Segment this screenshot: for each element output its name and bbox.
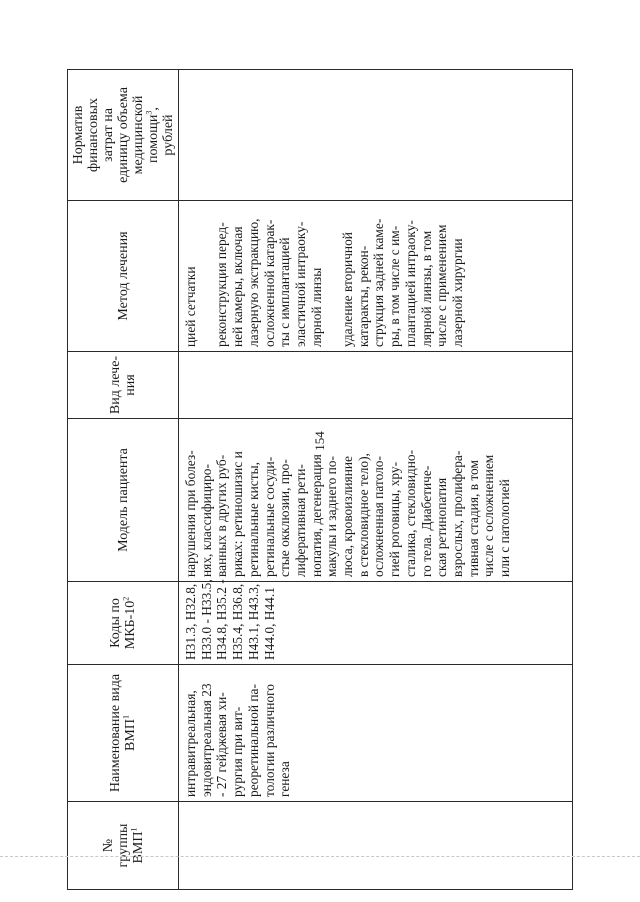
cell-group-number	[179, 802, 573, 890]
page-number: 154	[312, 431, 327, 451]
cell-cost-norm	[179, 70, 573, 201]
vmp-table	[67, 69, 573, 890]
cell-treatment-method: цией сетчатки реконструкция перед- ней камеры, включая лазерную экстракцию, осложненной катарак- ты с имплантацией эластичной интраоку- лярной линзы удаление вторичной катаракты, рекон- струкция задней каме- ры, в том числе с им- плантацией интраоку- лярной линзы, в том числе с применением лазерной хирургии	[179, 201, 573, 352]
header-row	[68, 70, 179, 890]
header-treatment-type: Вид лече- ния	[68, 352, 179, 419]
header-cost-norm: Норматив финансовых затрат на единицу объема медицинской помощи$^3$, рублей	[68, 70, 179, 201]
cell-vmp-name: интравитреальная, эндовитреальная 23 - 27 гейджевая хи- рургия при вит- реоретинальной па- тологии различного генеза	[179, 665, 573, 802]
header-patient-model: Модель пациента	[68, 419, 179, 582]
cell-icd-codes: H31.3, H32.8, H33.0 - H33.5, H34.8, H35.2 - H35.4, H36.8, H43.1, H43.3, H44.0, H44.1	[179, 582, 573, 665]
header-treatment-method: Метод лечения	[68, 201, 179, 352]
table-row	[179, 70, 573, 890]
header-vmp-name: Наименование вида ВМП$^1$	[68, 665, 179, 802]
cell-patient-model: нарушения при болез- нях, классифициро- ванных в других руб- риках: ретиношизис и ретинальные кисты, ретинальные сосуди- стые окклюзии, про- лиферативная рети- нопатия, дегенерация макулы и заднего по- люса, кровоизлияние в стекловидное тело), осложненная патоло- гией роговицы, хру- сталика, стекловидно- го тела. Диабетиче- ская ретинопатия взрослых, пролифера- тивная стадия, в том числе с осложнением или с патологией	[179, 419, 573, 582]
scan-edge-line	[0, 856, 640, 857]
rotated-table-frame	[67, 70, 573, 890]
table-container	[67, 70, 573, 890]
header-icd-codes: Коды по МКБ-$10^2$	[68, 582, 179, 665]
cell-treatment-type	[179, 352, 573, 419]
header-group-number: № группы ВМП$^1$	[68, 802, 179, 890]
